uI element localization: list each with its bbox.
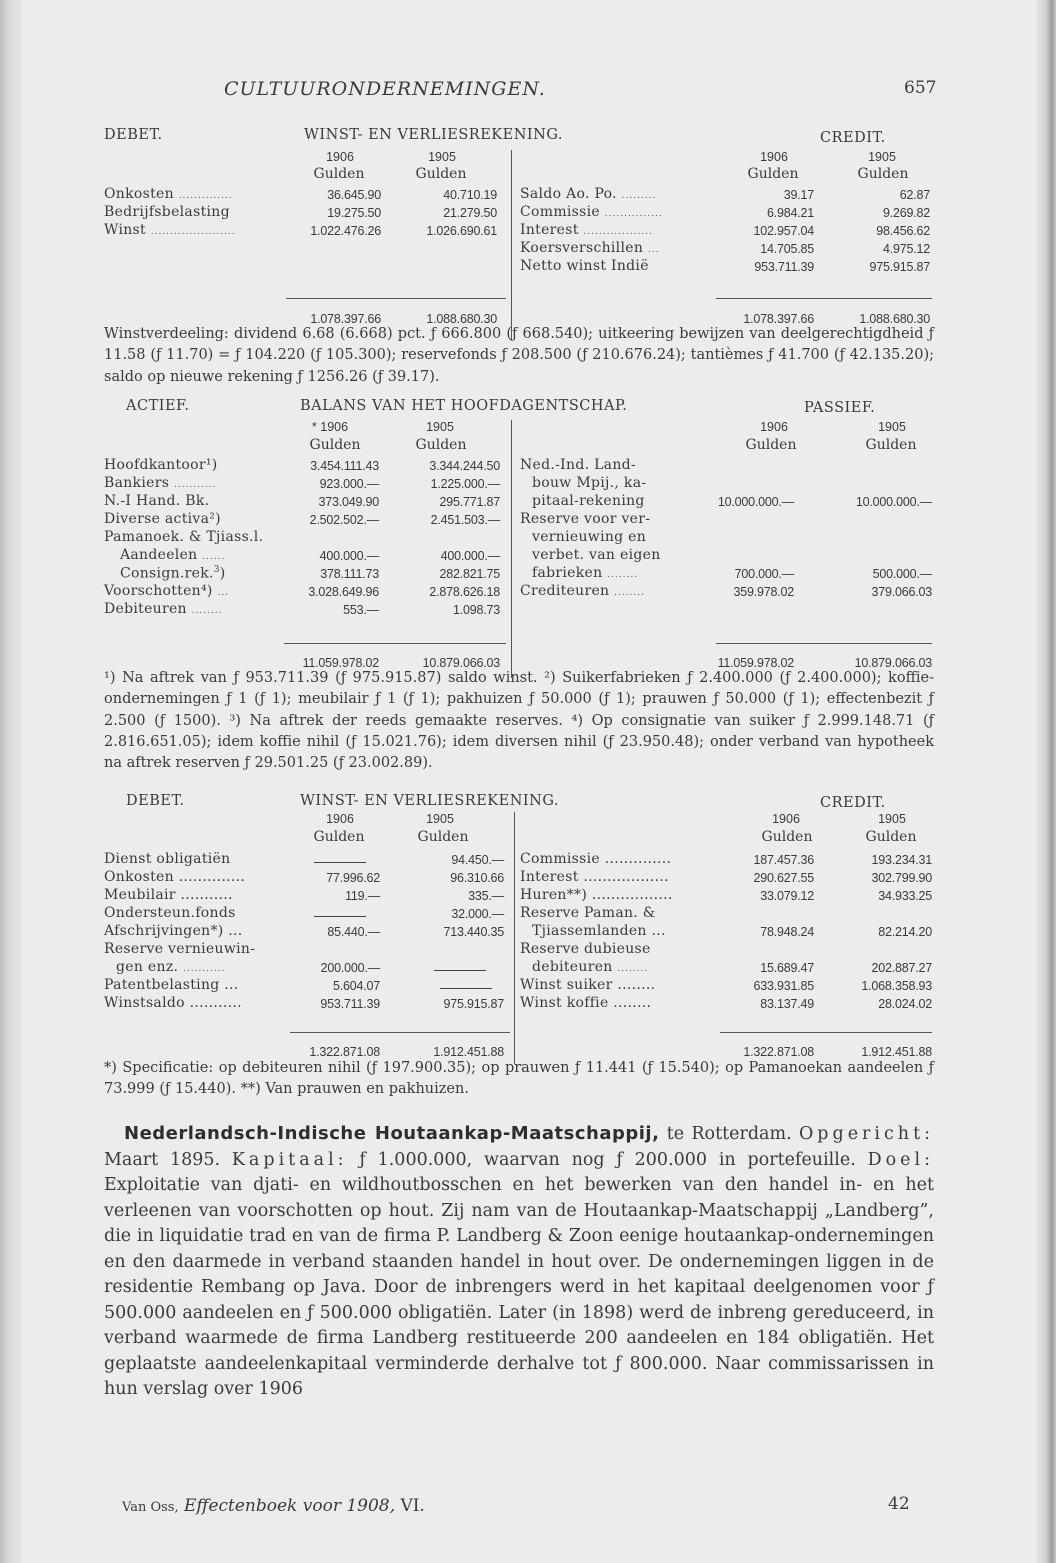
unit-col: Gulden (313, 829, 365, 845)
unit-col: Gulden (415, 166, 467, 182)
unit-col: Gulden (857, 166, 909, 182)
profit-distribution-note: Winstverdeeling: dividend 6.68 (6.668) pct. ƒ 666.800 (ƒ 668.540); uitkeering bewijzen van deelgerechtigdheid ƒ 11.58 (ƒ 11.70) = ƒ 104.220 (ƒ 105.300); reservefonds ƒ 208.500 (ƒ 210.676.24); tantièmes ƒ 41.700 (ƒ 42.135.20); saldo op nieuwe rekening ƒ 1256.26 (ƒ 39.17). (104, 326, 934, 385)
credit-heading: CREDIT. (820, 130, 886, 146)
unit-col: Gulden (865, 829, 917, 845)
company-entry: Nederlandsch-Indische Houtaankap-Maatschappij, te Rotterdam. Opgericht: Maart 1895. Kapitaal: ƒ 1.000.000, waarvan nog ƒ 200.000 in portefeuille. Doel: Exploitatie van djati- en wildhoutbosschen en het bewerken van den handel in- en het verleenen van voorschotten op hout. Zij nam van de Houtaankap-Maatschappij „Landberg”, die in liquidatie trad en van de firma P. Landberg & Zoon eenige houtaankap-ondernemingen en den daarmede in verband staanden handel in hout over. De ondernemingen liggen in de residentie Rembang op Java. Door de inbrengers werd in het kapitaal deelgenomen voor ƒ 500.000 aandeelen en ƒ 500.000 obligatiën. Later (in 1898) werd de inbreng gereduceerd, in verband waarmede de firma Landberg restitueerde 200 aandeelen en 184 obligatiën. Het geplaatste aandeelenkapitaal verminderde derhalve tot ƒ 800.000. Naar commissarissen in hun verslag over 1906 (104, 1123, 935, 1399)
year-col: 1906 (772, 812, 800, 826)
year-col: 1905 (878, 812, 906, 826)
pl-footnotes: *) Specificatie: op debiteuren nihil (ƒ 197.900.35); op prauwen ƒ 11.441 (ƒ 15.540); op Pamanoekan aandeelen ƒ 73.999 (ƒ 15.440). **) Van prauwen en pakhuizen. (104, 1060, 934, 1098)
year-col: 1905 (868, 150, 896, 164)
signature-mark: 42 (888, 1494, 910, 1514)
sum-rule (284, 643, 506, 644)
sum-rule (286, 298, 506, 299)
unit-col: Gulden (761, 829, 813, 845)
sum-rule (716, 643, 932, 644)
sum-rule (290, 1032, 510, 1033)
unit-col: Gulden (309, 437, 361, 453)
sum-rule (716, 298, 932, 299)
assets-heading: ACTIEF. (126, 398, 190, 414)
unit-col: Gulden (313, 166, 365, 182)
page-number: 657 (904, 78, 937, 98)
credit-heading: CREDIT. (820, 795, 886, 811)
debit-heading: DEBET. (104, 127, 163, 143)
unit-col: Gulden (865, 437, 917, 453)
company-name: Nederlandsch-Indische Houtaankap-Maatschappij, (124, 1123, 660, 1144)
year-col: 1905 (428, 150, 456, 164)
goal-label: Doel: (867, 1149, 934, 1170)
column-divider (511, 420, 512, 678)
unit-col: Gulden (747, 166, 799, 182)
column-divider (511, 150, 512, 340)
unit-col: Gulden (745, 437, 797, 453)
liabilities-heading: PASSIEF. (804, 400, 876, 416)
book-footer: Van Oss, Effectenboek voor 1908, VI. (122, 1496, 425, 1516)
debit-heading: DEBET. (126, 793, 185, 809)
page-edge-left (0, 0, 22, 1563)
unit-col: Gulden (415, 437, 467, 453)
table-title: BALANS VAN HET HOOFDAGENTSCHAP. (300, 398, 628, 414)
year-col: 1906 (326, 812, 354, 826)
running-title: CULTUURONDERNEMINGEN. (224, 78, 546, 100)
founded-label: Opgericht: (798, 1124, 935, 1144)
year-col: 1905 (878, 420, 906, 434)
capital-label: Kapitaal: (231, 1149, 348, 1170)
year-col: 1906 (760, 420, 788, 434)
year-col: 1905 (426, 420, 454, 434)
year-col: * 1906 (311, 420, 349, 434)
year-col: 1906 (326, 150, 354, 164)
page-edge-right (1036, 0, 1056, 1563)
table-title: WINST- EN VERLIESREKENING. (304, 127, 563, 143)
year-col: 1906 (760, 150, 788, 164)
unit-col: Gulden (417, 829, 469, 845)
column-divider (514, 812, 515, 1064)
balance-footnotes: ¹) Na aftrek van ƒ 953.711.39 (ƒ 975.915.87) saldo winst. ²) Suikerfabrieken ƒ 2.400.000 (ƒ 2.400.000); koffie-ondernemingen ƒ 1 (ƒ 1); meubilair ƒ 1 (ƒ 1); pakhuizen ƒ 50.000 (ƒ 1); prauwen ƒ 50.000 (ƒ 1); effectenbezit ƒ 2.500 (ƒ 1500). ³) Na aftrek der reeds gemaakte reserves. ⁴) Op consignatie van suiker ƒ 2.999.148.71 (ƒ 2.816.651.05); idem koffie nihil (ƒ 15.021.76); idem diversen nihil (ƒ 23.950.48); onder verband van hypotheek na aftrek reserven ƒ 29.501.25 (ƒ 23.002.89). (104, 670, 934, 772)
year-col: 1905 (426, 812, 454, 826)
table-title: WINST- EN VERLIESREKENING. (300, 793, 559, 809)
sum-rule (720, 1032, 932, 1033)
